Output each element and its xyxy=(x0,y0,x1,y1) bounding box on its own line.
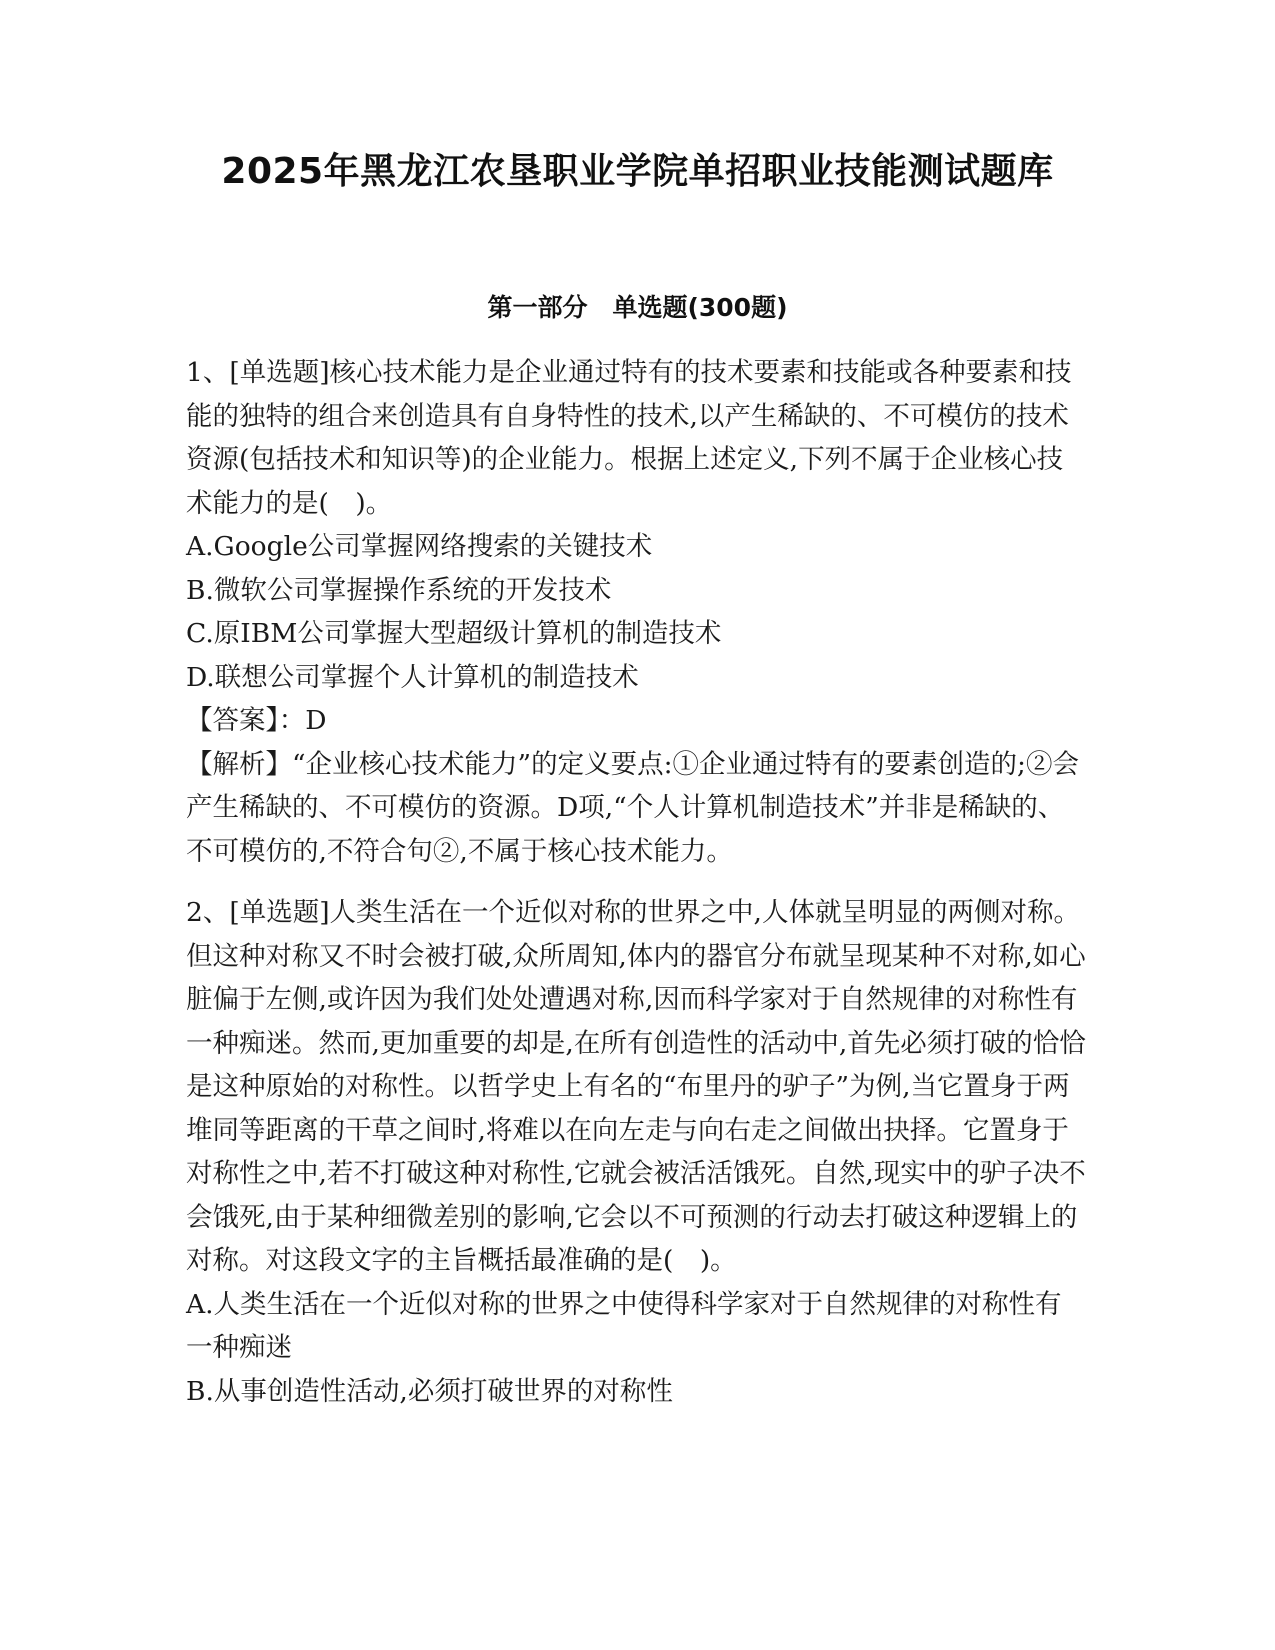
question-stem: 2、[单选题]人类生活在一个近似对称的世界之中,人体就呈明显的两侧对称。但这种对称又不时会被打破,众所周知,体内的器官分布就呈现某种不对称,如心脏偏于左侧,或许因为我们处处遭遇对称,因而科学家对于自然规律的对称性有一种痴迷。然而,更加重要的却是,在所有创造性的活动中,首先必须打破的恰恰是这种原始的对称性。以哲学史上有名的“布里丹的驴子”为例,当它置身于两堆同等距离的干草之间时,将难以在向左走与向右走之间做出抉择。它置身于对称性之中,若不打破这种对称性,它就会被活活饿死。自然,现实中的驴子决不会饿死,由于某种细微差别的影响,它会以不可预测的行动去打破这种逻辑上的对称。对这段文字的主旨概括最准确的是( )。 xyxy=(186,897,1086,1276)
option-d: D.联想公司掌握个人计算机的制造技术 xyxy=(186,661,639,693)
option-a: A.人类生活在一个近似对称的世界之中使得科学家对于自然规律的对称性有一种痴迷 xyxy=(186,1288,1062,1363)
option-b: B.微软公司掌握操作系统的开发技术 xyxy=(186,574,612,606)
question-stem: 1、[单选题]核心技术能力是企业通过特有的技术要素和技能或各种要素和技能的独特的组合来创造具有自身特性的技术,以产生稀缺的、不可模仿的技术资源(包括技术和知识等)的企业能力。根据上述定义,下列不属于企业核心技术能力的是( )。 xyxy=(186,357,1072,519)
option-c: C.原IBM公司掌握大型超级计算机的制造技术 xyxy=(186,618,722,649)
analysis-text: 【解析】“企业核心技术能力”的定义要点:①企业通过特有的要素创造的;②会产生稀缺的、不可模仿的资源。D项,“个人计算机制造技术”并非是稀缺的、不可模仿的,不符合句②,不属于核心技术能力。 xyxy=(186,748,1079,867)
option-b: B.从事创造性活动,必须打破世界的对称性 xyxy=(186,1375,673,1407)
option-a: A.Google公司掌握网络搜索的关键技术 xyxy=(186,531,653,562)
question-1 xyxy=(186,351,1086,873)
answer-line: 【答案】：D xyxy=(186,705,327,736)
document-title: 2025年黑龙江农垦职业学院单招职业技能测试题库 xyxy=(221,151,1054,192)
question-list xyxy=(186,351,1086,1413)
question-2 xyxy=(186,891,1086,1413)
section-title: 第一部分 单选题(300题) xyxy=(487,293,788,322)
